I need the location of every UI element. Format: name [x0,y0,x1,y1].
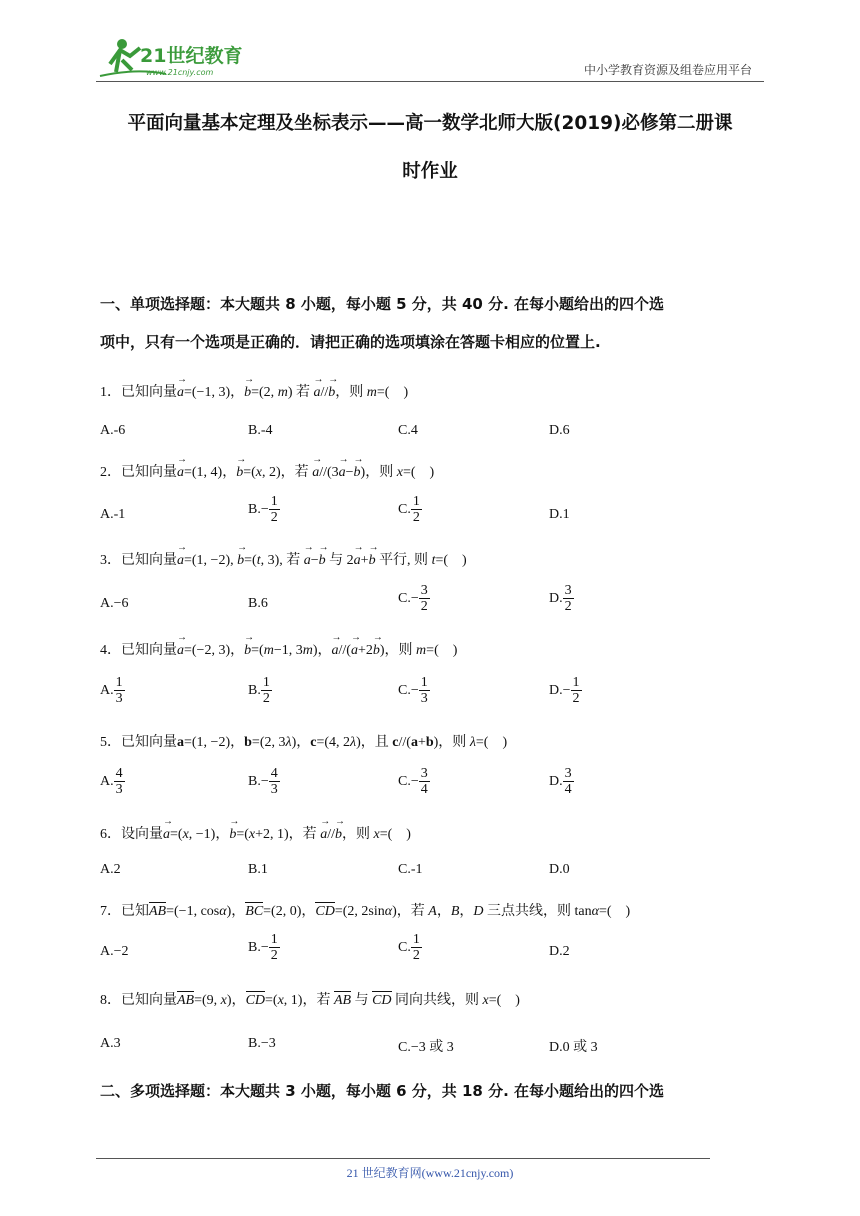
section1-line-2: 项中，只有一个选项是正确的．请把正确的选项填涂在答题卡相应的位置上. [100,333,601,351]
question-3: 3．已知向量→ a=(1, −2), → b=(t, 3), 若 → a−→ b 与 2→ a+→ b 平行, 则 t=( ) [100,549,467,569]
q4-option-d[interactable]: D.− $\frac{1}{2}$ [549,675,580,707]
q7-option-a[interactable]: A.−2 [100,944,129,959]
q6-option-a[interactable]: A.2 [100,862,121,877]
title-line-1: 平面向量基本定理及坐标表示——高一数学北师大版(2019)必修第二册课 [127,113,733,134]
q8-option-b[interactable]: B.−3 [248,1036,276,1051]
q2-option-a[interactable]: A.-1 [100,507,126,522]
q6-option-d[interactable]: D.0 [549,862,570,877]
q3-option-c[interactable]: C.− $\frac{3}{2}$ [398,583,428,615]
q7-option-c[interactable]: C. $\frac{1}{2}$ [398,932,420,964]
q2-option-b[interactable]: B.− $\frac{1}{2}$ [248,494,278,526]
q5-option-c[interactable]: C.− $\frac{3}{4}$ [398,766,428,798]
question-6: 6．设向量→ a=(x, −1)，→ b=(x+2, 1)，若 → a//→ b，则 x=( ) [100,823,411,843]
q2-option-c[interactable]: C. $\frac{1}{2}$ [398,494,420,526]
header-divider [96,81,764,82]
q8-option-c[interactable]: C.−3 或 3 [398,1040,454,1055]
site-logo [96,34,256,82]
footer-divider [96,1158,710,1159]
title-line-2: 时作业 [402,161,458,182]
svg-text:21世纪教育: 21世纪教育 [140,45,243,67]
q7-option-d[interactable]: D.2 [549,944,570,959]
q3-option-b[interactable]: B.6 [248,596,268,611]
q5-option-d[interactable]: D. $\frac{3}{4}$ [549,766,572,798]
svg-text:www.21cnjy.com: www.21cnjy.com [146,68,214,77]
q4-option-c[interactable]: C.− $\frac{1}{3}$ [398,675,428,707]
footer-link[interactable]: 21 世纪教育网(www.21cnjy.com) [346,1166,514,1180]
q8-option-a[interactable]: A.3 [100,1036,121,1051]
q2-option-d[interactable]: D.1 [549,507,570,522]
question-5: 5．已知向量a=(1, −2)，b=(2, 3λ)，c=(4, 2λ)，且 c//(a+b)，则 λ=( ) [100,735,508,750]
q7-option-b[interactable]: B.− $\frac{1}{2}$ [248,932,278,964]
q6-option-b[interactable]: B.1 [248,862,268,877]
section-heading-multiple-choice: 二、多项选择题：本大题共 3 小题，每小题 6 分，共 18 分. 在每小题给出的四个选 [100,1082,665,1100]
platform-label: 中小学教育资源及组卷应用平台 [583,63,752,77]
section1-line-1: 一、单项选择题：本大题共 8 小题，每小题 5 分，共 40 分. 在每小题给出的四个选 [100,295,665,313]
q4-option-b[interactable]: B. $\frac{1}{2}$ [248,675,270,707]
question-2: 2．已知向量→ a=(1, 4)，→ b=(x, 2)，若 → a//(3→ a−→ b)，则 x=( ) [100,461,434,481]
document-title [96,100,764,196]
question-4: 4．已知向量→ a=(−2, 3)，→ b=(m−1, 3m)，→ a//(→ a+2→ b)，则 m=( ) [100,639,457,659]
q1-option-d[interactable]: D.6 [549,423,570,438]
question-7: 7．已知AB=(−1, cosα)，BC=(2, 0)，CD=(2, 2sinα)，若 A，B，D 三点共线，则 tanα=( ) [100,904,631,919]
q6-option-c[interactable]: C.-1 [398,862,423,877]
q4-option-a[interactable]: A. $\frac{1}{3}$ [100,675,123,707]
q3-option-a[interactable]: A.−6 [100,596,129,611]
question-8: 8．已知向量AB=(9, x)，CD=(x, 1)，若 AB 与 CD 同向共线，则 x=( ) [100,993,520,1008]
q8-option-d[interactable]: D.0 或 3 [549,1040,598,1055]
q5-option-a[interactable]: A. $\frac{4}{3}$ [100,766,123,798]
q5-option-b[interactable]: B.− $\frac{4}{3}$ [248,766,278,798]
section-heading-single-choice [100,285,764,361]
question-1: 1．已知向量→ a=(−1, 3)，→ b=(2, m) 若 → a//→ b，则 m=( ) [100,381,408,401]
q1-option-b[interactable]: B.-4 [248,423,273,438]
q1-option-c[interactable]: C.4 [398,423,418,438]
q1-option-a[interactable]: A.-6 [100,423,126,438]
q3-option-d[interactable]: D. $\frac{3}{2}$ [549,583,572,615]
